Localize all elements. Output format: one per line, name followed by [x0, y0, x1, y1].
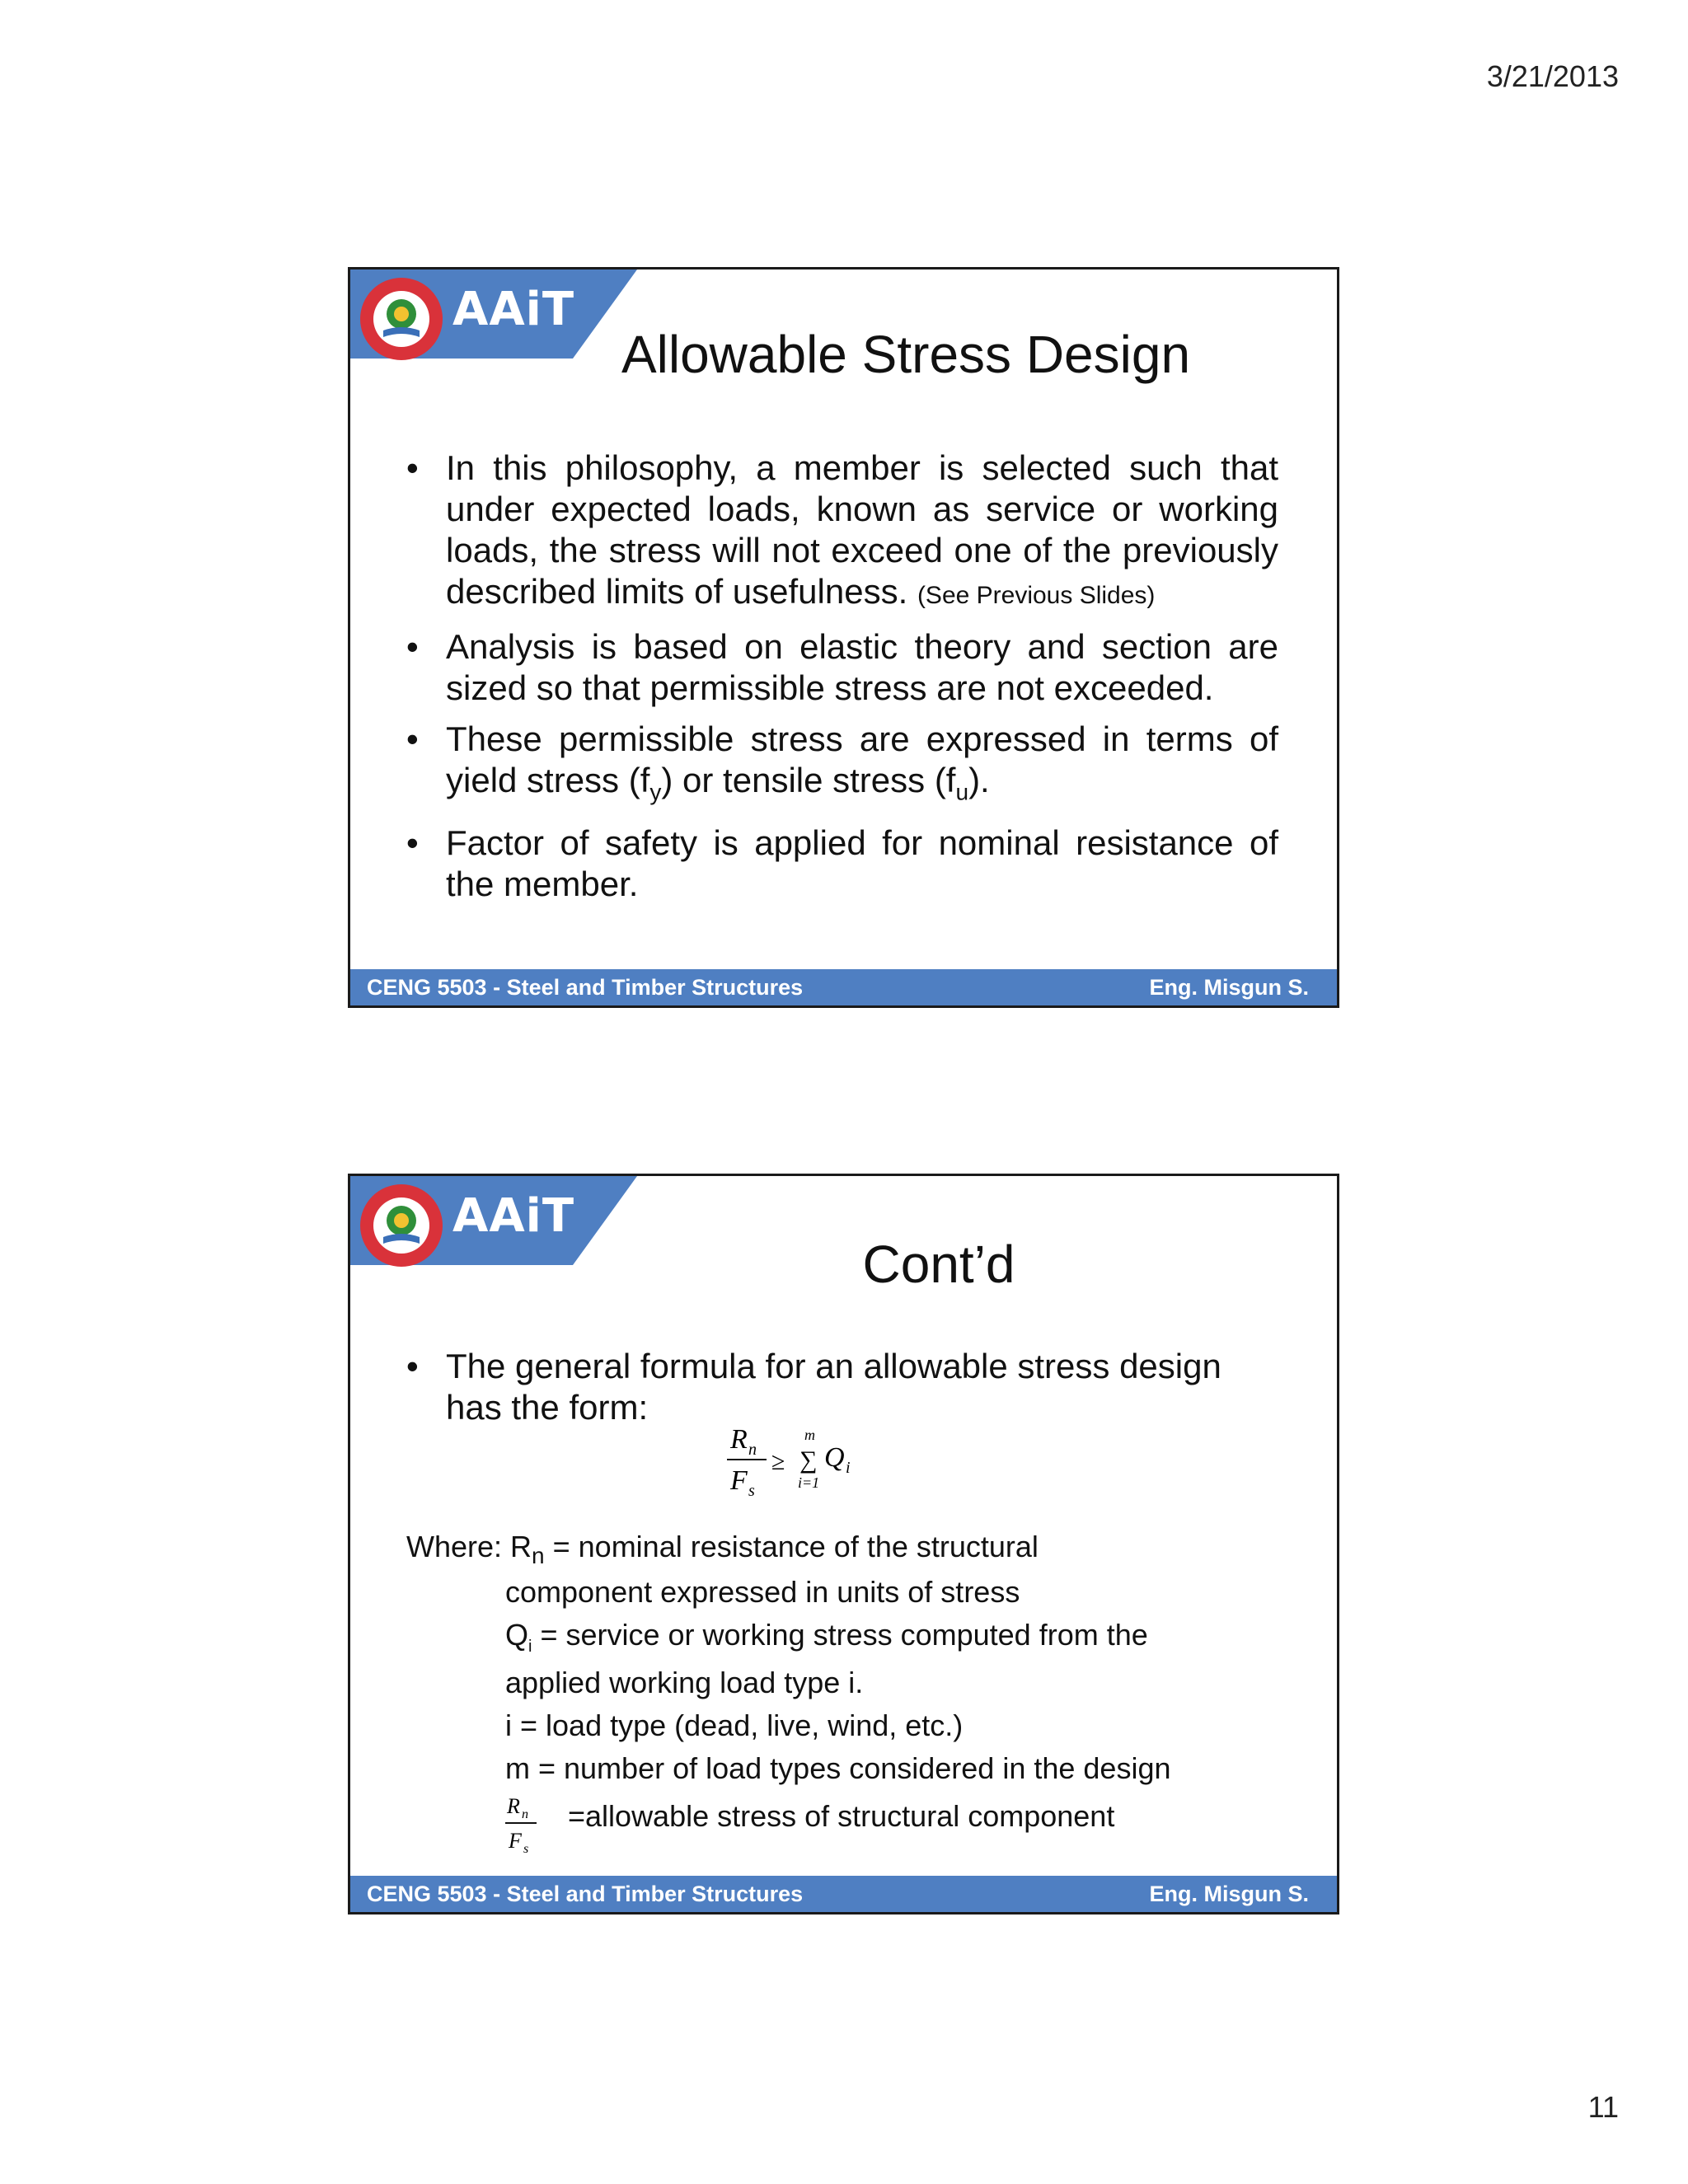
asd-formula	[725, 1418, 882, 1501]
brand-text: AAiT	[452, 283, 575, 336]
brand-text: AAiT	[452, 1189, 575, 1243]
svg-text:n: n	[522, 1807, 528, 1822]
slide-footer	[350, 969, 1337, 1005]
slide-contd	[348, 1174, 1339, 1915]
svg-text:s: s	[748, 1482, 755, 1500]
slide-allowable-stress-design	[348, 267, 1339, 1008]
ratio-definition: R n F s =allowable stress of structural component	[406, 1787, 1280, 1853]
page-date: 3/21/2013	[1486, 59, 1619, 93]
svg-text:s: s	[523, 1842, 529, 1857]
svg-text:i: i	[846, 1459, 851, 1477]
qi-definition: $Q_i$ = service or working stress computed from the	[505, 1618, 1148, 1657]
svg-text:≥: ≥	[771, 1448, 785, 1475]
page-number: 11	[1587, 2090, 1619, 2124]
svg-text:n: n	[748, 1441, 757, 1459]
bullet-item: • Analysis is based on elastic theory and section are sized so that permissible stress are not exceeded.	[406, 626, 1278, 709]
bullet-item: • In this philosophy, a member is selected such that under expected loads, known as service or working loads, the stress will not exceed one of the previously described limits of usefulness. (See Previous Slides)	[406, 448, 1278, 616]
svg-text:F: F	[730, 1465, 748, 1496]
svg-text:F: F	[509, 1829, 522, 1854]
author-label: Eng. Misgun S.	[1149, 975, 1309, 1000]
m-definition: m = number of load types considered in the design	[505, 1751, 1171, 1786]
svg-text:R: R	[507, 1794, 520, 1819]
slide-title: Cont’d	[862, 1235, 1015, 1294]
author-label: Eng. Misgun S.	[1149, 1882, 1309, 1906]
where-definitions	[406, 1529, 1280, 1857]
svg-text:R: R	[730, 1424, 748, 1455]
rn-definition: Where: $R_n$ = nominal resistance of the structural	[406, 1530, 1039, 1569]
course-label: CENG 5503 - Steel and Timber Structures	[367, 975, 804, 1000]
bullet-item: • These permissible stress are expressed in terms of yield stress $(f_y)$ or tensile stress $(f_u)$.	[406, 719, 1278, 813]
slide-title: Allowable Stress Design	[621, 325, 1191, 384]
university-logo	[359, 276, 444, 362]
rn-fs-ratio	[504, 1790, 570, 1856]
svg-text:Q: Q	[824, 1442, 845, 1473]
rn-definition-cont: component expressed in units of stress	[505, 1575, 1020, 1610]
svg-text:i=1: i=1	[798, 1474, 820, 1491]
bullet-item: • The general formula for an allowable stress design has the form:	[406, 1346, 1278, 1428]
bullet-item: • Factor of safety is applied for nominal resistance of the member.	[406, 823, 1278, 905]
see-previous-note: (See Previous Slides)	[917, 582, 1156, 609]
svg-text:m: m	[804, 1427, 815, 1443]
university-logo	[359, 1183, 444, 1268]
bullet-list	[406, 448, 1278, 915]
qi-definition-cont: applied working load type i.	[505, 1666, 864, 1700]
course-label: CENG 5503 - Steel and Timber Structures	[367, 1882, 804, 1906]
i-definition: i = load type (dead, live, wind, etc.)	[505, 1708, 964, 1743]
slide-footer	[350, 1876, 1337, 1912]
svg-text:∑: ∑	[799, 1446, 818, 1474]
